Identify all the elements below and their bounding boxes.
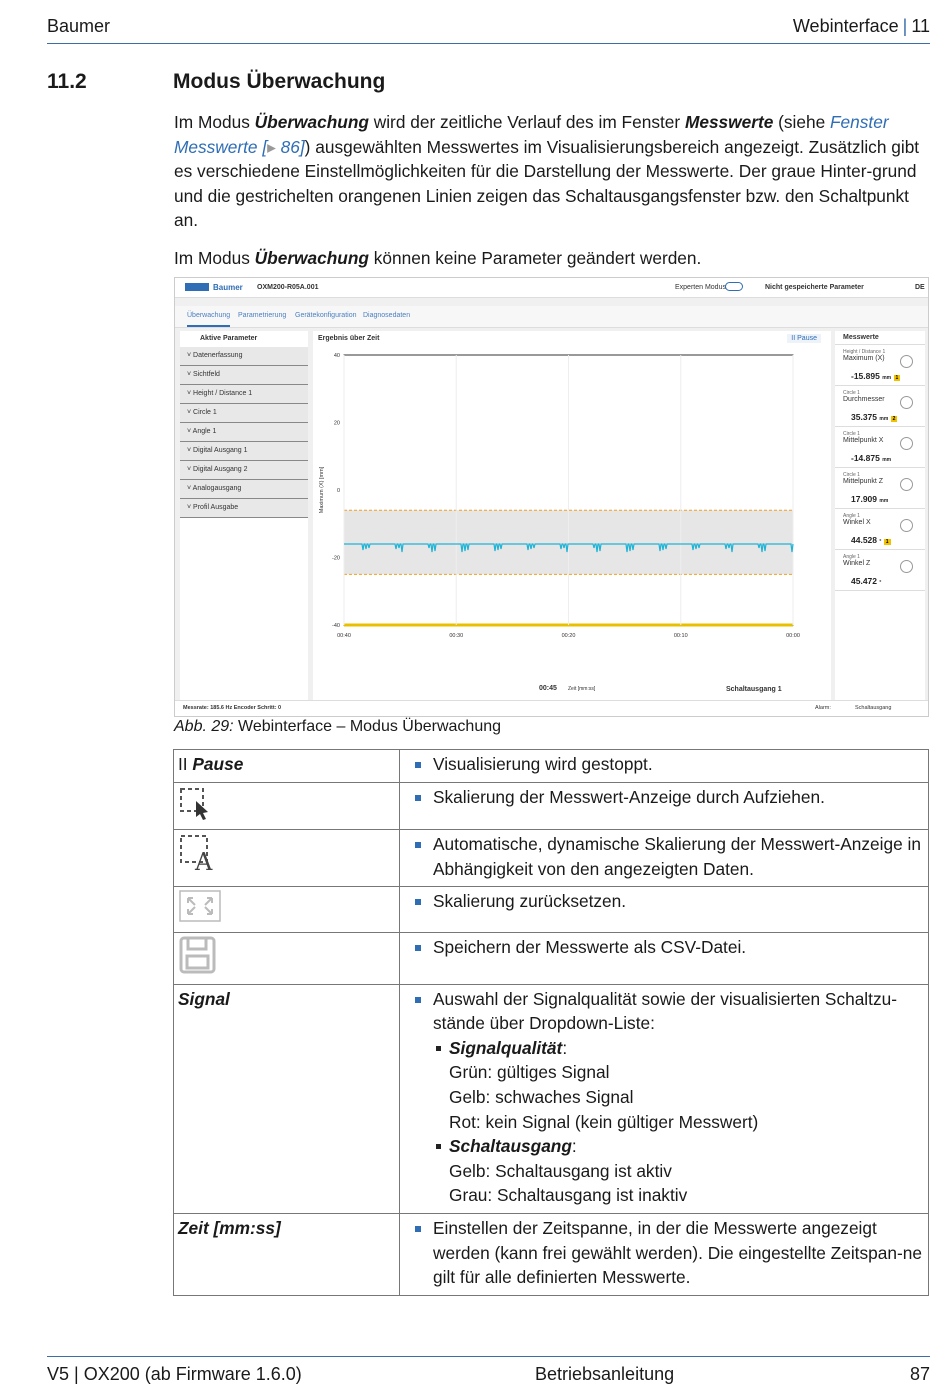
tab-ueberwachung[interactable]: Überwachung [187,312,230,327]
active-params-panel: Aktive Parameter ˅ Datenerfassung ˅ Sichtfeld ˅ Height / Distance 1 ˅ Circle 1 ˅ Angle 1 ˅ Digital Ausgang 1 ˅ Digital Ausgang 2 ˅ Analogausgang ˅ Profil Ausgabe [180,331,308,711]
param-group-item[interactable]: ˅ Analogausgang [180,480,308,499]
section-title: Modus Überwachung [173,70,386,93]
messwert-item[interactable]: Circle 1 Durchmesser 35.375 mm 2 [835,386,925,427]
tab-geraetekonfiguration[interactable]: Gerätekonfiguration [295,312,357,319]
reset-scale-icon [178,889,222,923]
x-tick-label: 00:30 [449,633,464,639]
param-group-item[interactable]: ˅ Digital Ausgang 1 [180,442,308,461]
note-paragraph: Im Modus Überwachung können keine Parameter geändert werden. [174,248,702,268]
x-tick-label: 00:40 [337,633,351,639]
zoom-select-icon [178,785,212,821]
table-row: Skalierung zurücksetzen. [174,887,929,933]
svg-text:A: A [195,848,213,873]
param-group-item[interactable]: ˅ Datenerfassung [180,347,308,366]
messwert-item[interactable]: Circle 1 Mittelpunkt X -14.875 mm [835,427,925,468]
cross-ref-link[interactable]: Fenster Messwerte [▸ 86] [174,112,889,157]
line-chart [313,345,831,685]
page-footer: V5 | OX200 (ab Firmware 1.6.0) Betriebsanleitung 87 [47,1356,930,1357]
chart-title: Ergebnis über Zeit [318,335,380,342]
table-row: Zeit [mm:ss] Einstellen der Zeitspanne, in der die Messwerte angezeigt werden (kann frei gewählt werden). Die eingestellte Zeitspan-ne gilt für alle definierten Messwerte. [174,1213,929,1295]
messwert-item[interactable]: Height / Distance 1 Maximum (X) -15.895 mm 1 [835,345,925,386]
messwert-item[interactable]: Circle 1 Mittelpunkt Z 17.909 mm [835,468,925,509]
expert-toggle[interactable] [725,282,743,291]
messwert-icon [900,519,913,532]
y-tick-label: 40 [333,353,340,359]
section-number: 11.2 [47,70,87,93]
pause-button[interactable]: II Pause [787,334,821,343]
messwert-item[interactable]: Angle 1 Winkel X 44.528 ° 1 [835,509,925,550]
chart-panel: Ergebnis über Zeit II Pause 00:40 00:30 00:20 00:10 00:00 40 20 0 -20 -40 Maximum (X) [mm] 00:45 Zeit [mm:ss] Schaltausgang 1 [313,331,831,701]
y-tick-label: 20 [333,420,340,427]
status-bar: Messrate: 185.6 Hz Encoder Schritt: 0 Alarm: Schaltausgang [175,700,928,716]
param-group-item[interactable]: ˅ Height / Distance 1 [180,385,308,404]
y-tick-label: 0 [336,488,340,494]
messwert-icon [900,560,913,573]
table-row: Skalierung der Messwert-Anzeige durch Aufziehen. [174,782,929,830]
messwert-item[interactable]: Angle 1 Winkel Z 45.472 ° [835,550,925,591]
param-group-item[interactable]: ˅ Sichtfeld [180,366,308,385]
header-chapter: Webinterface | 11 [792,16,930,36]
legend-table [173,749,929,1296]
param-group-item[interactable]: ˅ Profil Ausgabe [180,499,308,518]
messwert-icon [900,437,913,450]
table-row: II Pause Visualisierung wird gestoppt. [174,750,929,783]
param-group-item[interactable]: ˅ Digital Ausgang 2 [180,461,308,480]
messwert-icon [900,478,913,491]
param-group-item[interactable]: ˅ Circle 1 [180,404,308,423]
y-tick-label: -20 [332,555,340,562]
tab-diagnosedaten[interactable]: Diagnosedaten [363,312,411,319]
app-topbar: Baumer OXM200-R05A.001 Experten Modus Nicht gespeicherte Parameter DE [175,278,928,298]
page-header [47,14,930,44]
header-brand: Baumer [47,16,111,36]
baumer-logo-icon [185,283,209,291]
x-tick-label: 00:10 [673,633,688,639]
tab-parametrierung[interactable]: Parametrierung [238,312,287,319]
messwert-icon [900,355,913,368]
signal-dropdown[interactable]: Schaltausgang 1 [726,686,782,693]
section-heading [47,70,386,94]
intro-paragraph: Im Modus Überwachung wird der zeitliche Verlauf des im Fenster Messwerte (siehe Fenster Messwerte [▸ 86]) ausgewählten Messwertes im Visualisierungsbereich angezeigt. Zusätzlich gibt es verschiedene Einstellmöglichkeiten für die Darstellung der Messwerte. Der graue Hinter-grund und die gestrichelten orangenen Linien zeigen das Schaltausgangsfenster bzw. den Schaltpunkt an. [174,112,920,231]
save-csv-icon [178,935,218,975]
x-tick-label: 00:20 [561,633,576,639]
table-row: Signal Auswahl der Signalqualität sowie der visualisierten Schaltzu-stände über Dropdown-Liste: Signalqualität: Grün: gültiges Signal Gelb: schwaches Signal Rot: kein Signal (kein gültiger Messwert) Schaltausgang: Gelb: Schaltausgang ist aktiv Grau: Schaltausgang ist inaktiv [174,984,929,1213]
auto-scale-icon [178,832,218,872]
y-tick-label: -40 [332,623,340,629]
param-group-item[interactable]: ˅ Angle 1 [180,423,308,442]
messwerte-panel: Messwerte Height / Distance 1 Maximum (X) -15.895 mm 1 Circle 1 Durchmesser 35.375 mm 2 Circle 1 Mittelpunkt X -14.875 mm Circle 1 Mittelpunkt Z 17.909 mm Angle 1 Winkel X 44.528 ° 1 Angle 1 Winkel Z 45.472 ° [835,331,925,701]
table-row: Speichern der Messwerte als CSV-Datei. [174,932,929,984]
table-row: A Automatische, dynamische Skalierung der Messwert-Anzeige in Abhängigkeit von den angezeigten Daten. [174,830,929,887]
x-tick-label: 00:00 [786,633,800,639]
webinterface-screenshot [174,277,929,717]
app-tabs [175,306,928,328]
messwert-icon [900,396,913,409]
figure-caption: Abb. 29: Webinterface – Modus Überwachung [174,718,502,735]
y-axis-label: Maximum (X) [mm] [319,466,325,514]
